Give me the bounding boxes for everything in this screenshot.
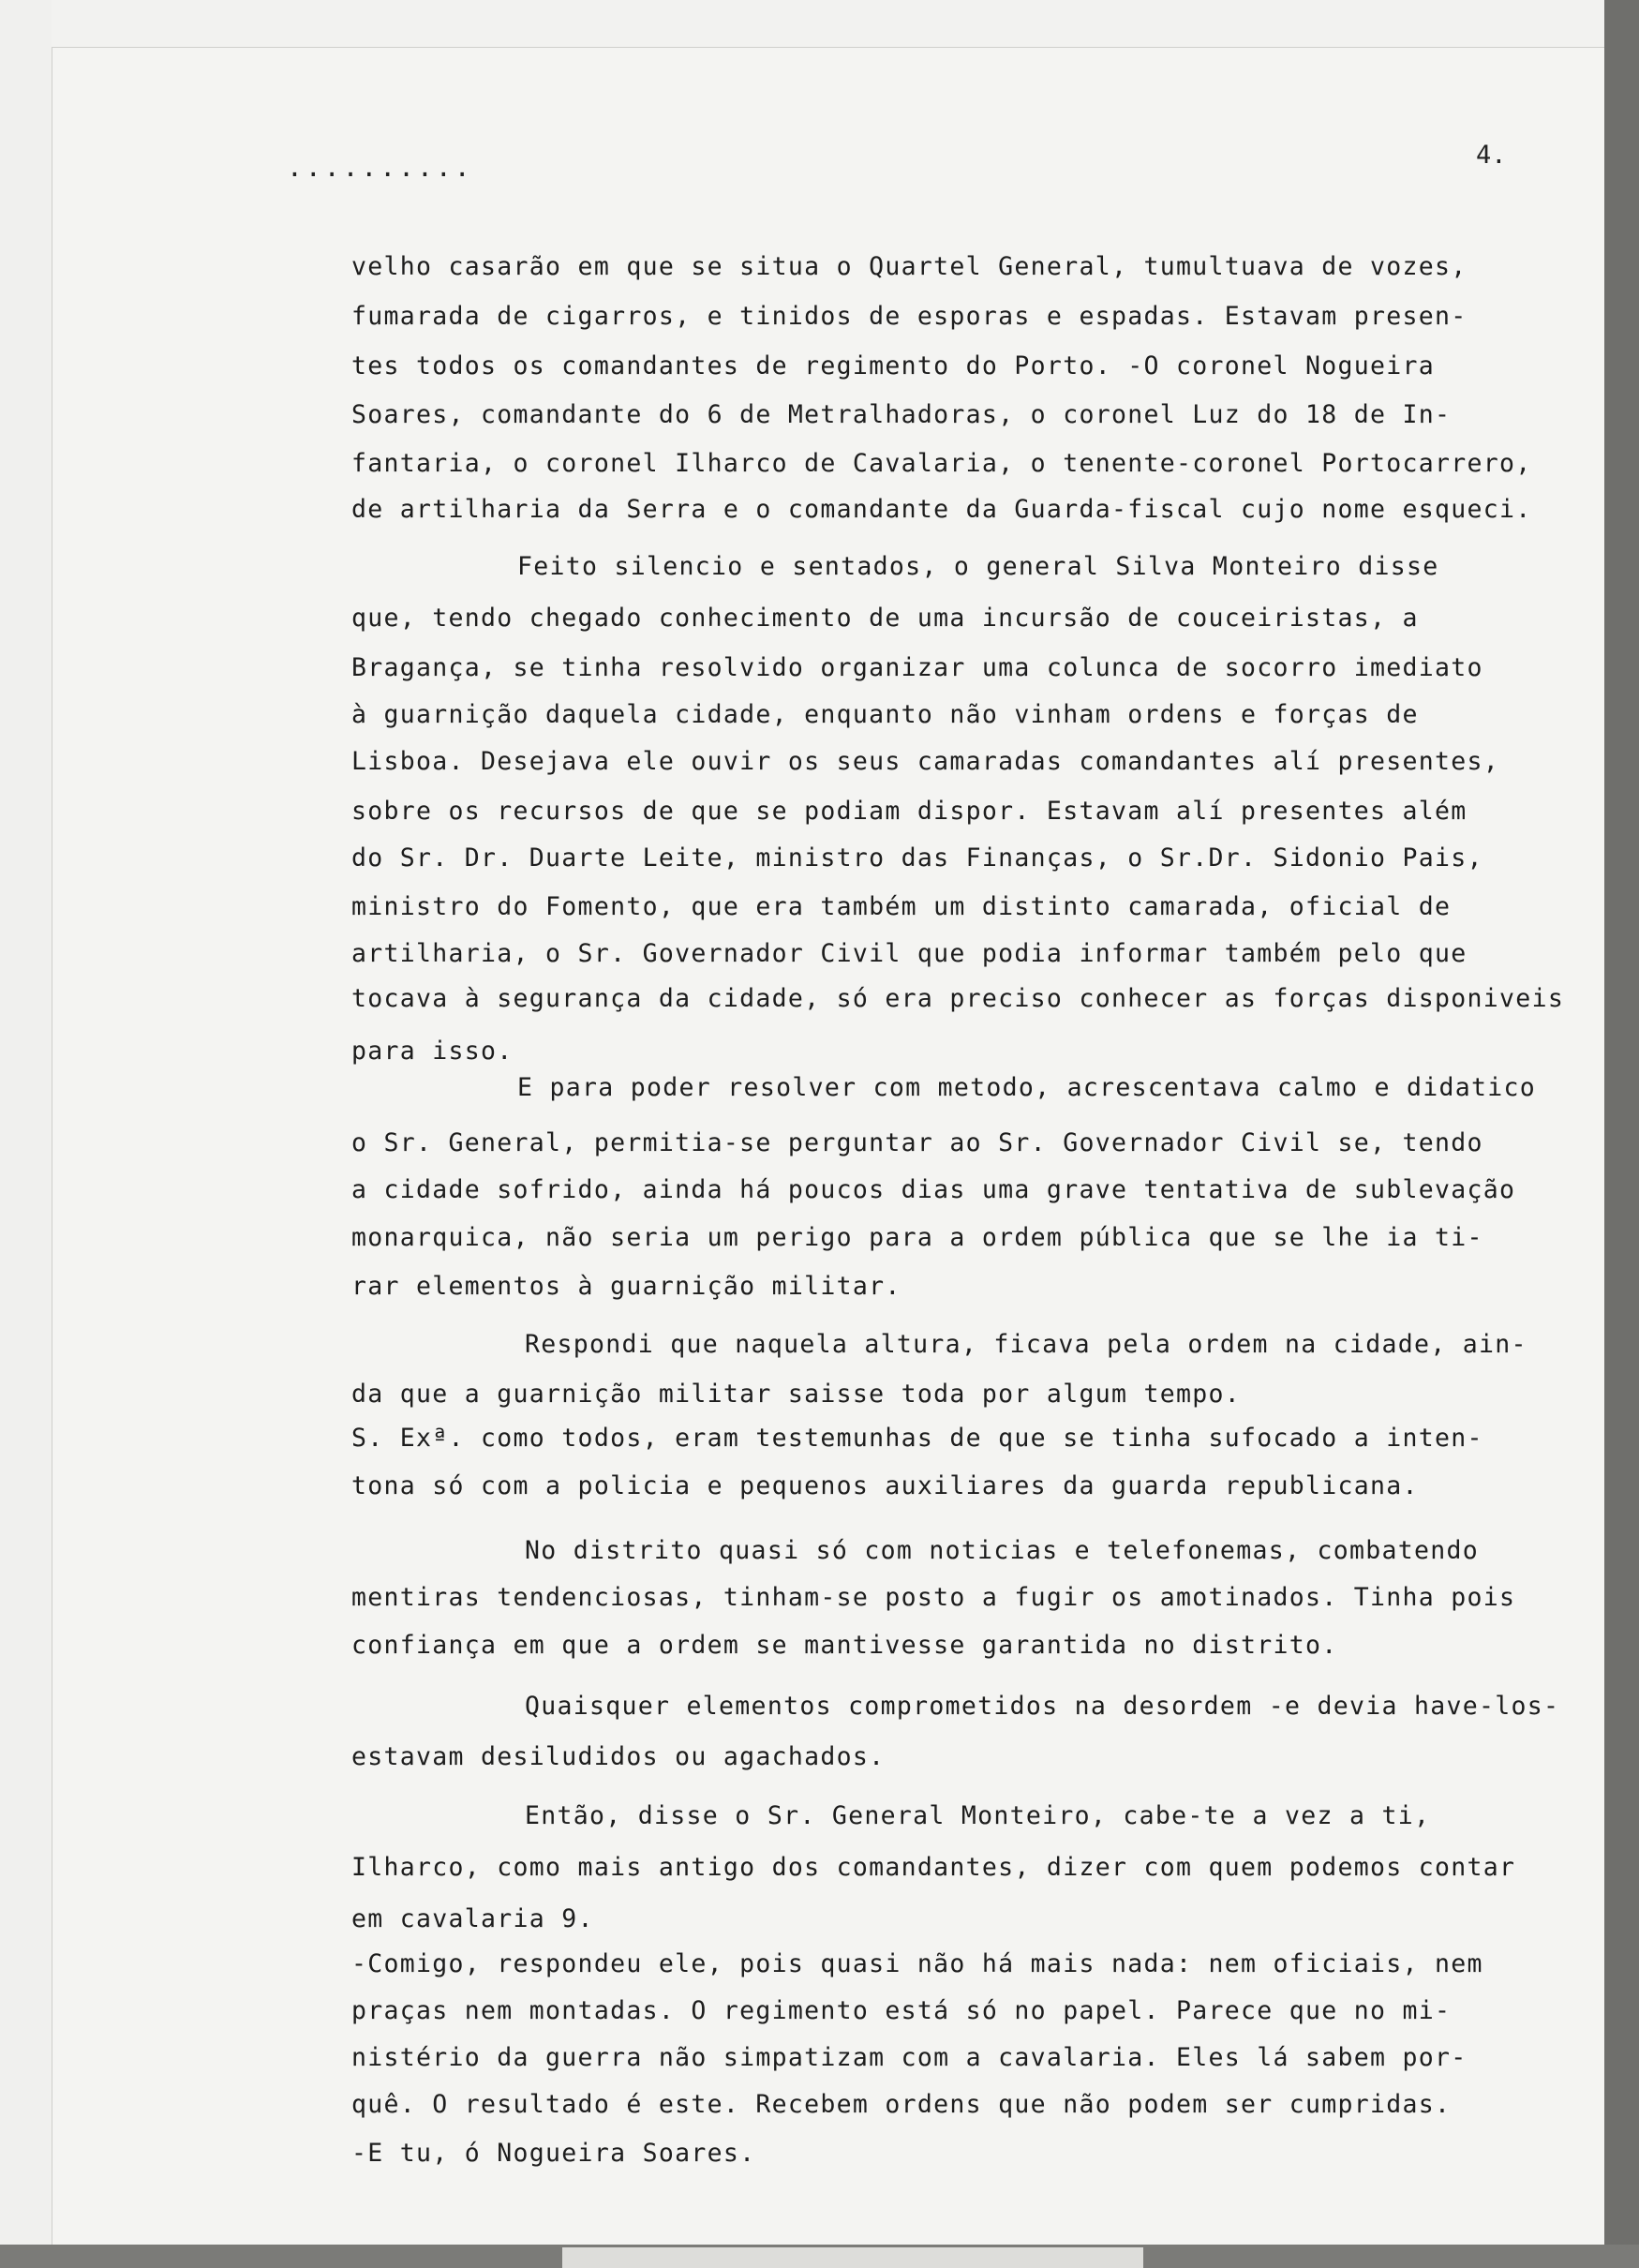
text-line: tona só com a policia e pequenos auxiliares da guarda republicana. [351,1471,1419,1500]
text-line: -E tu, ó Nogueira Soares. [351,2139,756,2168]
text-line: velho casarão em que se situa o Quartel General, tumultuava de vozes, [351,252,1468,281]
text-line: Feito silencio e sentados, o general Silva Monteiro disse [517,552,1439,581]
text-line: à guarnição daquela cidade, enquanto não vinham ordens e forças de [351,700,1419,729]
header-dots: .......... [287,152,473,183]
text-line: Então, disse o Sr. General Monteiro, cabe-te a vez a ti, [525,1801,1431,1830]
text-line: nistério da guerra não simpatizam com a cavalaria. Eles lá sabem por- [351,2043,1468,2072]
text-line: para isso. [351,1037,514,1066]
text-line: o Sr. General, permitia-se perguntar ao Sr. Governador Civil se, tendo [351,1128,1483,1157]
text-line: de artilharia da Serra e o comandante da Guarda-fiscal cujo nome esqueci. [351,495,1532,524]
text-line: estavam desiludidos ou agachados. [351,1742,886,1771]
text-line: quê. O resultado é este. Recebem ordens que não podem ser cumpridas. [351,2090,1452,2119]
text-line: a cidade sofrido, ainda há poucos dias uma grave tentativa de sublevação [351,1175,1516,1204]
text-line: rar elementos à guarnição militar. [351,1272,901,1301]
text-line: No distrito quasi só com noticias e telefonemas, combatendo [525,1536,1480,1565]
text-line: -Comigo, respondeu ele, pois quasi não há mais nada: nem oficiais, nem [351,1949,1483,1978]
text-line: E para poder resolver com metodo, acrescentava calmo e didatico [517,1073,1537,1102]
text-line: fumarada de cigarros, e tinidos de esporas e espadas. Estavam presen- [351,302,1468,331]
text-line: tes todos os comandantes de regimento do Porto. -O coronel Nogueira [351,351,1436,380]
text-line: artilharia, o Sr. Governador Civil que podia informar também pelo que [351,939,1468,968]
text-line: fantaria, o coronel Ilharco de Cavalaria, o tenente-coronel Portocarrero, [351,449,1532,478]
scan-color-strip [562,2247,1143,2268]
text-line: S. Exª. como todos, eram testemunhas de que se tinha sufocado a inten- [351,1424,1483,1453]
text-line: confiança em que a ordem se mantivesse garantida no distrito. [351,1631,1338,1660]
text-line: mentiras tendenciosas, tinham-se posto a fugir os amotinados. Tinha pois [351,1583,1516,1612]
text-line: Respondi que naquela altura, ficava pela ordem na cidade, ain- [525,1330,1527,1359]
text-line: praças nem montadas. O regimento está só no papel. Parece que no mi- [351,1996,1452,2025]
text-line: Lisboa. Desejava ele ouvir os seus camaradas comandantes alí presentes, [351,747,1500,776]
text-line: Bragança, se tinha resolvido organizar uma colunca de socorro imediato [351,653,1483,682]
text-line: tocava à segurança da cidade, só era preciso conhecer as forças disponiveis [351,984,1565,1013]
scan-background-left [0,0,52,2268]
text-line: Quaisquer elementos comprometidos na desordem -e devia have-los- [525,1692,1560,1721]
text-line: ministro do Fomento, que era também um distinto camarada, oficial de [351,892,1452,921]
text-line: da que a guarnição militar saisse toda por algum tempo. [351,1380,1241,1409]
text-line: do Sr. Dr. Duarte Leite, ministro das Finanças, o Sr.Dr. Sidonio Pais, [351,843,1483,873]
text-line: Ilharco, como mais antigo dos comandantes, dizer com quem podemos contar [351,1853,1516,1882]
text-line: monarquica, não seria um perigo para a ordem pública que se lhe ia ti- [351,1223,1483,1252]
text-line: em cavalaria 9. [351,1904,594,1933]
scan-background-right [1604,0,1639,2268]
page-number: 4. [1476,141,1507,170]
text-line: que, tendo chegado conhecimento de uma incursão de couceiristas, a [351,604,1419,633]
text-line: Soares, comandante do 6 de Metralhadoras, o coronel Luz do 18 de In- [351,400,1452,429]
text-line: sobre os recursos de que se podiam dispor. Estavam alí presentes além [351,797,1468,826]
scan-background-top [0,0,1639,47]
